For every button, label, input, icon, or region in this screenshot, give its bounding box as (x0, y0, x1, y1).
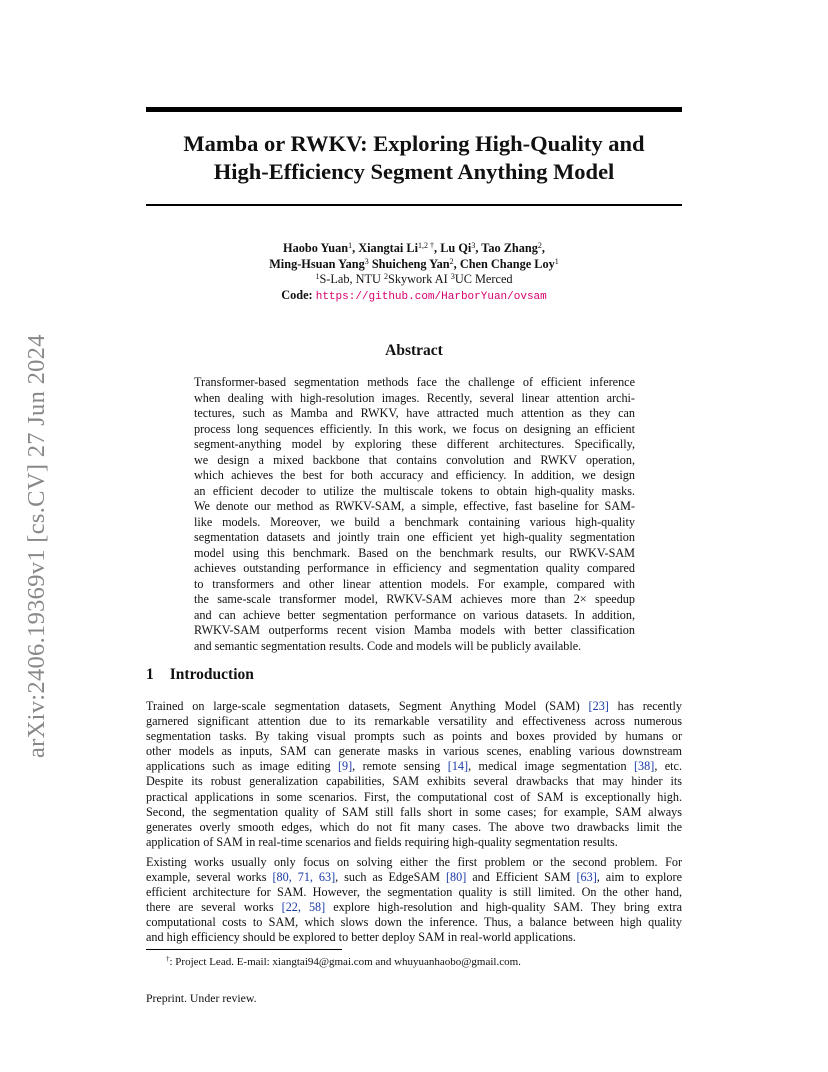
abstract-line: segmentation datasets and jointly train one efficient yet high-quality segmentation (194, 530, 635, 544)
abstract-line: process long sequences efficiently. In this work, we focus on designing an efficient (194, 421, 635, 436)
affiliation: Skywork AI (387, 272, 451, 286)
abstract-line: model using this benchmark. Based on the benchmark results, our RWKV-SAM (194, 545, 635, 560)
paragraph-text: garnered significant attention due to its remarkable versatility and effectiveness across numerous (146, 714, 682, 729)
abstract-line: an efficient decoder to utilize the multiscale tokens to obtain high-quality masks. (194, 483, 635, 498)
paragraph-line (146, 900, 682, 915)
section-title: Introduction (169, 666, 254, 683)
paragraph-text: Existing works usually only focus on solving either the first problem or the second problem. For (146, 855, 682, 869)
citation-link[interactable]: [9] (337, 759, 353, 774)
code-label: Code: (281, 287, 313, 302)
paragraph-line (146, 855, 682, 870)
paragraph-line (146, 805, 682, 820)
citation-link[interactable]: [22, 58] (281, 900, 326, 915)
paragraph-line (146, 870, 682, 885)
author-line-2: Ming-Hsuan Yang$^3$ Shuicheng Yan$^2$, Chen Change Loy$^1$ (269, 256, 559, 271)
citation-link[interactable]: [80, 71, 63] (272, 870, 336, 885)
abstract-line: Transformer-based segmentation methods face the challenge of efficient inference (194, 375, 635, 389)
affiliation-mark: 2 (449, 256, 454, 266)
author-name: Shuicheng Yan (371, 256, 450, 271)
abstract-heading: Abstract (385, 342, 443, 359)
paragraph-text: there are several works (146, 900, 282, 915)
title-line-1: Mamba or RWKV: Exploring High-Quality and (183, 131, 645, 156)
intro-paragraph-2 (146, 855, 682, 946)
code-link[interactable]: https://github.com/HarborYuan/ovsam (315, 290, 547, 303)
paragraph-text: , medical image segmentation (468, 759, 634, 774)
paragraph-text: applications such as image editing (146, 759, 338, 774)
abstract-body (194, 375, 635, 654)
affiliation: S-Lab, NTU (319, 272, 384, 286)
paragraph-text: Despite its robust generalization capabilities, SAM exhibits several drawbacks that may hinder its (146, 774, 682, 789)
intro-paragraph-1 (146, 699, 682, 850)
abstract-line: achieves outstanding performance in efficiency and segmentation quality compared (194, 561, 635, 575)
affiliation-mark: 3 (450, 272, 455, 281)
citation-link[interactable]: [38] (634, 759, 655, 774)
preprint-note: Preprint. Under review. (146, 991, 257, 1005)
paragraph-text: and Efficient SAM (466, 870, 577, 885)
paragraph-text: explore high-resolution and high-quality SAM. They bring extra (325, 900, 682, 915)
abstract-line: which achieves the best for both accuracy and efficiency. In addition, we design (194, 468, 635, 482)
footnote-text: : Project Lead. E-mail: xiangtai94@gmai.com and whuyuanhaobo@gmail.com. (169, 956, 521, 968)
affiliations (146, 272, 682, 288)
affiliation: UC Merced (454, 272, 513, 286)
affiliation-mark: 1 (554, 256, 559, 266)
paragraph-line (146, 744, 682, 759)
paragraph-line (146, 820, 682, 835)
paragraph-line (146, 930, 682, 945)
paragraph-line (146, 759, 682, 774)
paragraph-line (146, 915, 682, 930)
abstract-line: and can achieve better segmentation performance on various datasets. In addition, (194, 607, 635, 622)
paragraph-line (146, 790, 682, 805)
section-heading (146, 666, 254, 684)
affiliation-mark: 2 (537, 241, 542, 250)
author-name: Ming-Hsuan Yang (269, 256, 365, 271)
abstract-line: when dealing with high-resolution images. Recently, several linear attention archi- (194, 390, 635, 405)
paragraph-text: computational costs to SAM, which slows down the inference. Thus, a balance between high quality (146, 915, 682, 930)
affiliation-mark: 1 (348, 241, 353, 250)
paragraph-text: , etc. (654, 759, 682, 774)
paragraph-text: application of SAM in real-time scenarios and fields requiring high-quality segmentation results. (146, 834, 618, 849)
title-bottom-rule (146, 204, 682, 206)
author-block (146, 241, 682, 305)
citation-link[interactable]: [23] (588, 699, 609, 713)
paragraph-text: has recently (608, 699, 682, 713)
affiliation-mark: 1,2 † (418, 241, 435, 250)
paragraph-line (146, 835, 682, 850)
code-line (146, 288, 682, 306)
citation-link[interactable]: [63] (576, 870, 597, 885)
title-line-2: High-Efficiency Segment Anything Model (213, 159, 615, 184)
author-name: Tao Zhang (481, 241, 538, 255)
paragraph-line (146, 774, 682, 789)
paragraph-text: and high efficiency should be explored to better deploy SAM in real-world applications. (146, 930, 576, 945)
abstract-line: and semantic segmentation results. Code and models will be publicly available. (194, 638, 582, 653)
author-name: Xiangtai Li (358, 241, 419, 255)
author-name: Lu Qi (440, 241, 472, 255)
abstract-line: segment-anything model by exploring these different architectures. Specifically, (194, 437, 635, 451)
paragraph-text: example, several works (146, 870, 273, 885)
paragraph-text: , remote sensing (352, 759, 448, 774)
author-name: Haobo Yuan (283, 241, 349, 255)
paragraph-line (146, 885, 682, 900)
abstract-line: RWKV-SAM outperforms recent vision Mamba models with better classification (194, 623, 635, 637)
paragraph-text: generates overly smooth edges, which do not fit many cases. The above two drawbacks limit the (146, 819, 682, 834)
paragraph-text: , such as EdgeSAM (335, 870, 446, 885)
footnote (166, 955, 521, 968)
author-name: Chen Change Loy (459, 256, 555, 271)
citation-link[interactable]: [80] (445, 870, 467, 885)
arxiv-identifier: arXiv:2406.19369v1 [cs.CV] 27 Jun 2024 (23, 334, 50, 758)
paragraph-text: Second, the segmentation quality of SAM still falls short in some cases; for example, SAM always (146, 804, 682, 819)
paragraph-text: practical applications in some scenarios. First, the computational cost of SAM is exceptionally high. (146, 789, 682, 804)
footnote-rule (146, 949, 342, 950)
abstract-line: tectures, such as Mamba and RWKV, have attracted much attention as they can (194, 406, 635, 420)
affiliation-mark: 3 (364, 256, 369, 266)
paragraph-text: segmentation tasks. By taking visual prompts such as points and boxes provided by humans or (146, 729, 682, 744)
affiliation-mark: 2 (383, 272, 388, 281)
paragraph-text: other models as inputs, SAM can generate masks in various scenes, enabling various downstream (146, 744, 682, 759)
paragraph-line (146, 714, 682, 729)
paragraph-text: , aim to explore (596, 870, 682, 885)
affiliation-mark: 3 (471, 241, 476, 250)
paper-title (146, 130, 682, 186)
abstract-line: like models. Moreover, we build a benchmark containing various high-quality (194, 514, 635, 529)
abstract-line: the same-scale transformer model, RWKV-SAM achieves more than 2× speedup (194, 592, 635, 606)
title-top-rule (146, 107, 682, 112)
paragraph-text: efficient architecture for SAM. However, the segmentation quality is still limited. On the other hand, (146, 885, 682, 900)
citation-link[interactable]: [14] (447, 759, 469, 774)
section-number: 1 (146, 666, 154, 683)
abstract-line: We denote our method as RWKV-SAM, a simple, effective, fast baseline for SAM- (194, 499, 635, 513)
paragraph-line (146, 729, 682, 744)
footnote-mark: † (166, 955, 170, 963)
paragraph-line (146, 699, 682, 714)
abstract-line: to transformers and other linear attention models. For example, compared with (194, 576, 635, 591)
affiliation-mark: 1 (315, 272, 320, 281)
abstract-line: we design a mixed backbone that contains convolution and RWKV operation, (194, 452, 635, 467)
author-line-1: Haobo Yuan$^1$, Xiangtai $Li^{1,2 \dagger}$, Lu Qi$^3$, Tao Zhang$^2$, (283, 241, 545, 255)
paragraph-text: Trained on large-scale segmentation datasets, Segment Anything Model (SAM) (146, 699, 589, 713)
